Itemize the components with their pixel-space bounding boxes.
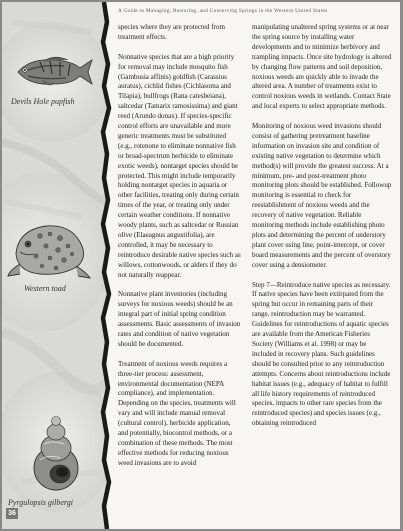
- text-column-right: [252, 23, 392, 439]
- page-number: 36: [6, 508, 18, 519]
- toad-illustration: [6, 214, 92, 280]
- paragraph: Nonnative species that are a high priority for removal may include mosquito fish (Gambusia affinis) goldfish (Carassius auratus), cichlid fishes (Cichlasoma and Tilapia), bullfrogs (Rana catesbeiana), saltcedar (Tamarix ramosissima) and giant reed (Arundo donax). If species-specific control efforts are unavailable and more generic treatments must be substituted (e.g., rotenone to eliminate nonnative fish or broad-spectrum herbicide to eliminate exotic weeds), nontarget species should be protected. This might include temporarily holding nontarget species in aquaria or other facilities, treating only during certain times of the year, or treating only under certain weather conditions. If nonnative woody plants, such as saltcedar or Russian olive (Elaeagnus angustifolia), are controlled, it may be necessary to reintroduce desirable native species such as willows, cottonwoods, or alders if they do not naturally reappear.: [118, 52, 241, 279]
- toad-caption: Western toad: [24, 284, 66, 293]
- snail-illustration: [30, 414, 82, 494]
- paragraph: Treatment of noxious weeds requires a three-tier process: assessment, environmental documentation (NEPA compliance), and implementation. Depending on the species, treatments will vary and will include manual removal (cultural control), herbicide application, and potentially, biocontrol methods, or a combination of these methods. The most effective methods for reducing noxious weed invasions are to avoid: [118, 359, 236, 467]
- snail-caption: Pyrgulopsis gilbergi: [8, 498, 73, 507]
- fish-caption: Devils Hole pupfish: [11, 97, 75, 106]
- paragraph: Monitoring of noxious weed invasions should consist of gathering pretreatment baseline information on invasion site and condition of existing native vegetation to determine which method(s) will provide the greatest success. At a minimum, pre- and post-treatment photo monitoring plots should be established. Followup monitoring is essential to check for reestablishment of noxious weeds and the recovery of native vegetation. Reliable monitoring methods include establishing photo plots and determining the percent of understory plant cover using line, point-intercept, or cover board measurements and the percent of overstory cover using a densiometer.: [252, 122, 392, 269]
- torn-edge-divider: [96, 2, 114, 529]
- paragraph: Step 7—Reintroduce native species as necessary. If native species have been extirpated from the spring but occur in remaining parts of their range, reintroduction may be warranted. Guidelines for reintroductions of aquatic species are available from the American Fisheries Society (Williams et al. 1998) or may be included in recovery plans. Such guidelines should be consulted prior to any reintroduction attempts. Concerns about reintroductions include habitat issues (e.g., adequacy of habitat to fulfill all life history requirements of reintroduced species, impacts to other rare species from the reintroduced species) and species issues (e.g., obtaining reintroduced: [252, 280, 391, 428]
- document-page: [2, 2, 400, 529]
- paragraph: Nonnative plant inventories (including surveys for noxious weeds) should be an integral part of initial spring condition assessments. Basic assessments of invasion rates and condition of native vegetation should be documented.: [118, 290, 241, 348]
- paragraph: manipulating unaltered spring systems or at near the spring source by installing water developments and to minimize herbivory and trampling impacts. Once site hydrology is altered by changing flow patterns and soil deposition, noxious weeds are quickly able to invade the altered area. A number of treatments exist to control noxious weeds in wetlands. Contact State and local experts to select appropriate methods.: [252, 23, 392, 111]
- text-column-left: [118, 23, 242, 479]
- illustration-sidebar: [2, 2, 106, 529]
- running-head: A Guide to Managing, Restoring, and Conserving Springs in the Western United States: [118, 8, 328, 14]
- pupfish-illustration: [14, 54, 94, 90]
- paragraph: species where they are protected from treatment effects.: [118, 23, 226, 41]
